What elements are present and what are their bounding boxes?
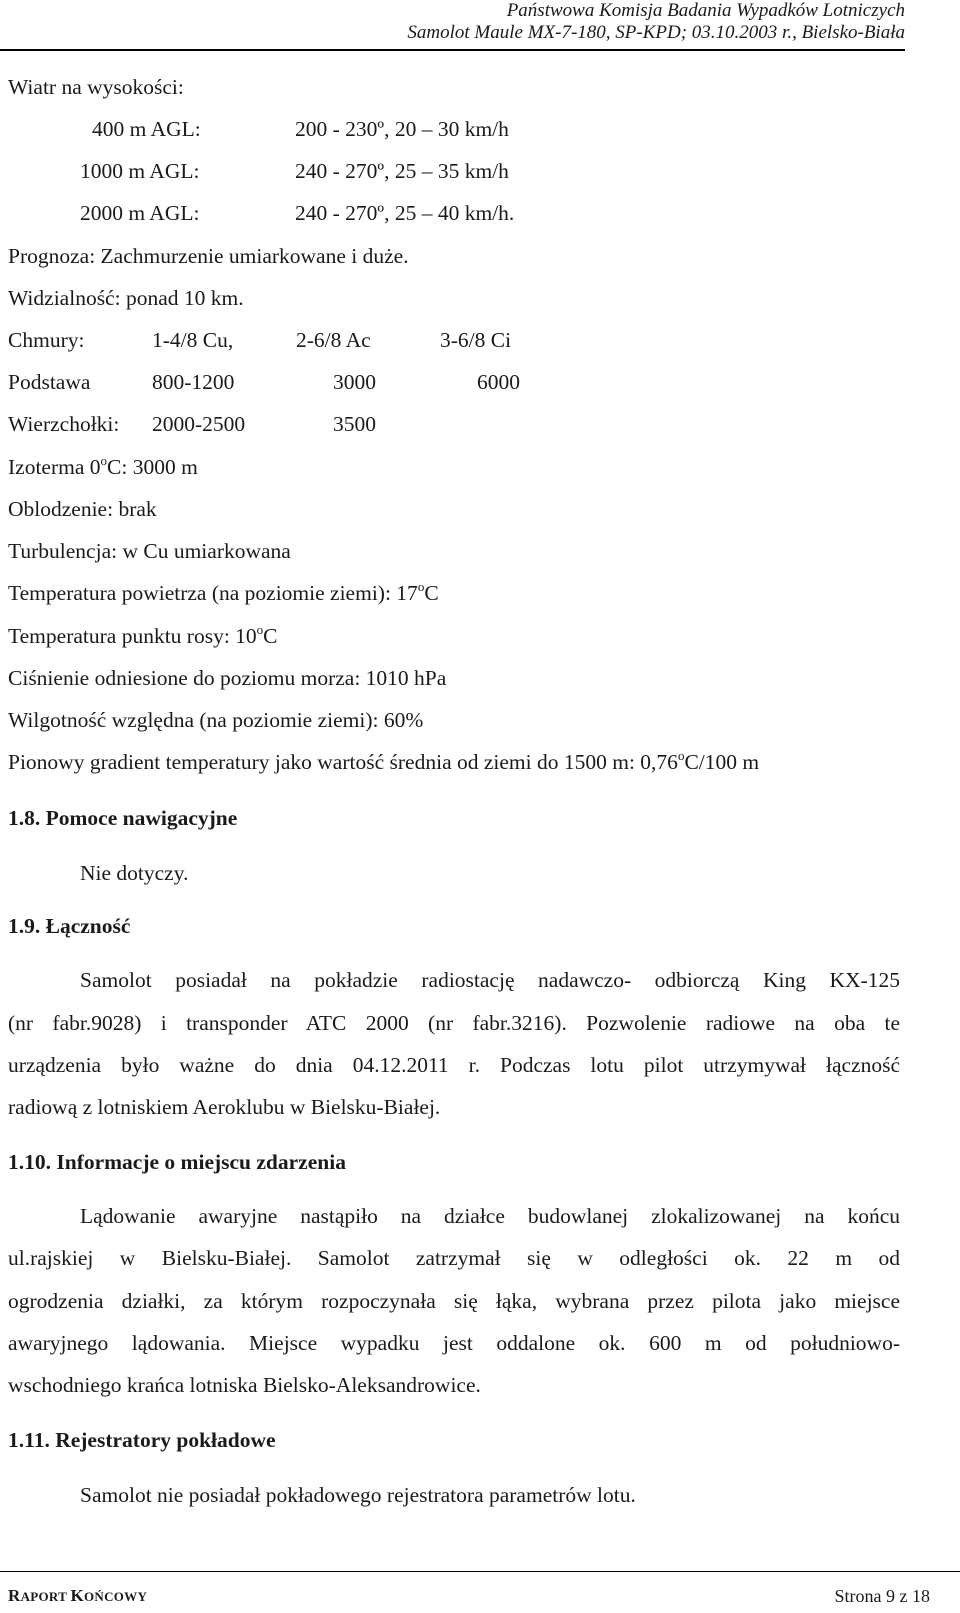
cloud-tops-cu: 2000-2500 <box>152 412 246 436</box>
section-1-11-text: Samolot nie posiadał pokładowego rejestratora parametrów lotu. <box>80 1483 636 1507</box>
humidity: Wilgotność względna (na poziomie ziemi): 60% <box>8 708 424 732</box>
cloud-tops-ac: 3500 <box>333 412 376 436</box>
wind-altitude: 1000 m AGL: <box>80 159 200 183</box>
paragraph-line: awaryjnego lądowania. Miejsce wypadku jest oddalone ok. 600 m od południowo- <box>8 1331 900 1355</box>
wind-altitude: 2000 m AGL: <box>80 201 200 225</box>
freezing-level: Izoterma 0$^o$C: 3000 m <box>8 453 198 479</box>
paragraph-line: ogrodzenia działki, za którym rozpoczynała się łąka, wybrana przez pilota jako miejsce <box>8 1289 900 1313</box>
cloud-tops-label: Wierzchołki: <box>8 412 120 436</box>
wind-value: 240 - 270º, 25 – 40 km/h. <box>295 201 515 225</box>
cloud-base-label: Podstawa <box>8 370 91 394</box>
dew-point: Temperatura punktu rosy: 10$^o$C <box>8 622 278 648</box>
section-heading-1-9: 1.9. Łączność <box>8 914 131 938</box>
clouds-cu: 1-4/8 Cu, <box>152 328 234 352</box>
clouds-label: Chmury: <box>8 328 85 352</box>
turbulence: Turbulencja: w Cu umiarkowana <box>8 539 291 563</box>
header-divider <box>0 49 905 51</box>
paragraph-line: Lądowanie awaryjne nastąpiło na działce budowlanej zlokalizowanej na końcu <box>80 1204 900 1228</box>
section-heading-1-11: 1.11. Rejestratory pokładowe <box>8 1428 276 1452</box>
wind-value: 200 - 230º, 20 – 30 km/h <box>295 117 509 141</box>
section-1-8-text: Nie dotyczy. <box>80 861 189 885</box>
paragraph-line: urządzenia było ważne do dnia 04.12.2011 r. Podczas lotu pilot utrzymywał łączność <box>8 1053 900 1077</box>
paragraph-line: ul.rajskiej w Bielsku-Białej. Samolot zatrzymał się w odległości ok. 22 m od <box>8 1246 900 1270</box>
temperature-gradient: Pionowy gradient temperatury jako wartość średnia od ziemi do 1500 m: 0,76$^o$C/100 m <box>8 748 760 774</box>
clouds-ci: 3-6/8 Ci <box>440 328 512 352</box>
forecast: Prognoza: Zachmurzenie umiarkowane i duże. <box>8 244 409 268</box>
section-heading-1-10: 1.10. Informacje o miejscu zdarzenia <box>8 1150 346 1174</box>
pressure: Ciśnienie odniesione do poziomu morza: 1010 hPa <box>8 666 447 690</box>
wind-value: 240 - 270º, 25 – 35 km/h <box>295 159 509 183</box>
page-number: Strona 9 z 18 <box>834 1586 930 1606</box>
visibility: Widzialność: ponad 10 km. <box>8 286 244 310</box>
section-heading-1-8: 1.8. Pomoce nawigacyjne <box>8 806 238 830</box>
page-header <box>0 0 905 44</box>
cloud-base-ci: 6000 <box>477 370 520 394</box>
wind-altitude: 400 m AGL: <box>92 117 201 141</box>
clouds-ac: 2-6/8 Ac <box>296 328 371 352</box>
air-temperature: Temperatura powietrza (na poziomie ziemi): 17$^o$C <box>8 579 439 605</box>
paragraph-line: Samolot posiadał na pokładzie radiostację nadawczo- odbiorczą King KX-125 <box>80 968 900 992</box>
header-aircraft: Samolot Maule MX-7-180, SP-KPD; 03.10.2003 r., Bielsko-Biała <box>407 22 905 43</box>
paragraph-line: (nr fabr.9028) i transponder ATC 2000 (nr fabr.3216). Pozwolenie radiowe na oba te <box>8 1011 900 1035</box>
header-commission: Państwowa Komisja Badania Wypadków Lotniczych <box>506 0 905 21</box>
footer-report-title: RAPORT KOŃCOWY <box>8 1586 148 1605</box>
icing: Oblodzenie: brak <box>8 497 157 521</box>
cloud-base-cu: 800-1200 <box>152 370 235 394</box>
paragraph-line: radiową z lotniskiem Aeroklubu w Bielsku-Białej. <box>8 1095 441 1119</box>
wind-title: Wiatr na wysokości: <box>8 75 184 99</box>
footer-divider <box>0 1571 960 1572</box>
cloud-base-ac: 3000 <box>333 370 376 394</box>
paragraph-line: wschodniego krańca lotniska Bielsko-Aleksandrowice. <box>8 1373 481 1397</box>
